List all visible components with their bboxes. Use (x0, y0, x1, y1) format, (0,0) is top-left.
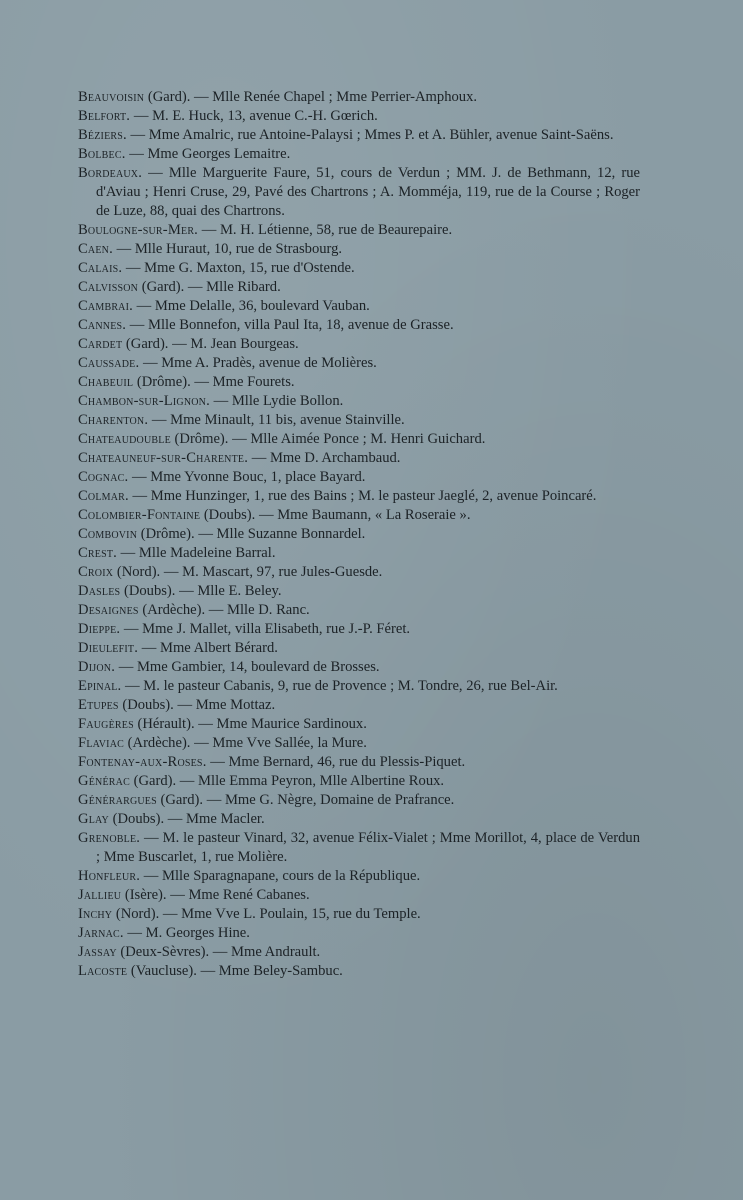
entry-text: — Mme D. Archambaud. (248, 450, 401, 466)
list-item (78, 620, 640, 639)
place-name: Béziers. (78, 127, 127, 143)
place-name: Boulogne-sur-Mer. (78, 222, 199, 238)
place-name: Caen. (78, 241, 113, 257)
list-item (78, 145, 640, 164)
entry-text: (Ardèche). — Mlle D. Ranc. (138, 602, 310, 618)
list-item (78, 677, 640, 696)
list-item (78, 316, 640, 335)
place-name: Glay (78, 811, 109, 827)
place-name: Flaviac (78, 735, 125, 751)
entry-text: (Doubs). — Mlle E. Beley. (120, 583, 282, 599)
list-item (78, 240, 640, 259)
entry-text: — Mlle Lydie Bollon. (209, 393, 344, 409)
entry-text: — M. Georges Hine. (123, 925, 250, 941)
place-name: Calvisson (78, 279, 139, 295)
entry-text: (Drôme). — Mlle Aimée Ponce ; M. Henri Guichard. (170, 431, 486, 447)
place-name: Dieulefit. (78, 640, 139, 656)
entry-text: (Drôme). — Mlle Suzanne Bonnardel. (137, 526, 366, 542)
list-item (78, 430, 640, 449)
place-name: Honfleur. (78, 868, 141, 884)
place-name: Beauvoisin (78, 89, 145, 105)
entry-text: — Mme Amalric, rue Antoine-Palaysi ; Mmes P. et A. Bühler, avenue Saint-Saëns. (126, 127, 614, 143)
list-item (78, 658, 640, 677)
address-list (78, 88, 640, 981)
list-item (78, 943, 640, 962)
place-name: Cannes. (78, 317, 127, 333)
list-item (78, 297, 640, 316)
place-name: Cognac. (78, 469, 129, 485)
place-name: Crest. (78, 545, 118, 561)
entry-text: — Mme Minault, 11 bis, avenue Stainville. (148, 412, 405, 428)
place-name: Dijon. (78, 659, 116, 675)
place-name: Jassay (78, 944, 117, 960)
entry-text: — Mme Georges Lemaitre. (125, 146, 291, 162)
entry-text: — Mme G. Maxton, 15, rue d'Ostende. (122, 260, 355, 276)
place-name: Dieppe. (78, 621, 121, 637)
list-item (78, 753, 640, 772)
list-item (78, 354, 640, 373)
list-item (78, 962, 640, 981)
place-name: Belfort. (78, 108, 131, 124)
entry-text: — Mme Bernard, 46, rue du Plessis-Piquet. (206, 754, 466, 770)
place-name: Calais. (78, 260, 123, 276)
list-item (78, 335, 640, 354)
entry-text: — M. H. Létienne, 58, rue de Beaurepaire. (198, 222, 453, 238)
entry-text: — Mlle Marguerite Faure, 51, cours de Verdun ; MM. J. de Bethmann, 12, rue d'Aviau ; Henri Cruse, 29, Pavé des Chartrons ; A. Momméja, 119, rue de la Course ; Roger de Luze, 88, quai des Chartrons. (96, 165, 640, 219)
list-item (78, 829, 640, 867)
entry-text: (Gard). — Mlle Emma Peyron, Mlle Albertine Roux. (129, 773, 445, 789)
list-item (78, 449, 640, 468)
entry-text: — Mme Gambier, 14, boulevard de Brosses. (115, 659, 380, 675)
entry-text: (Gard). — M. Jean Bourgeas. (122, 336, 299, 352)
list-item (78, 867, 640, 886)
list-item (78, 506, 640, 525)
entry-text: (Drôme). — Mme Fourets. (133, 374, 295, 390)
entry-text: (Nord). — M. Mascart, 97, rue Jules-Guesde. (113, 564, 383, 580)
entry-text: (Hérault). — Mme Maurice Sardinoux. (133, 716, 367, 732)
place-name: Cambrai. (78, 298, 133, 314)
list-item (78, 696, 640, 715)
place-name: Croix (78, 564, 114, 580)
list-item (78, 126, 640, 145)
place-name: Colmar. (78, 488, 129, 504)
place-name: Inchy (78, 906, 113, 922)
list-item (78, 392, 640, 411)
entry-text: (Isère). — Mme René Cabanes. (121, 887, 310, 903)
place-name: Dasles (78, 583, 121, 599)
entry-text: (Nord). — Mme Vve L. Poulain, 15, rue du Temple. (112, 906, 421, 922)
place-name: Caussade. (78, 355, 140, 371)
place-name: Chateaudouble (78, 431, 171, 447)
entry-text: (Vaucluse). — Mme Beley-Sambuc. (127, 963, 343, 979)
entry-text: (Gard). — Mlle Ribard. (138, 279, 281, 295)
list-item (78, 924, 640, 943)
list-item (78, 563, 640, 582)
place-name: Faugères (78, 716, 134, 732)
place-name: Jarnac. (78, 925, 124, 941)
entry-text: (Ardèche). — Mme Vve Sallée, la Mure. (124, 735, 367, 751)
entry-text: (Doubs). — Mme Baumann, « La Roseraie ». (200, 507, 471, 523)
list-item (78, 810, 640, 829)
entry-text: (Doubs). — Mme Macler. (108, 811, 265, 827)
entry-text: (Deux-Sèvres). — Mme Andrault. (116, 944, 321, 960)
entry-text: — Mme Hunzinger, 1, rue des Bains ; M. le pasteur Jaeglé, 2, avenue Poincaré. (128, 488, 597, 504)
entry-text: (Doubs). — Mme Mottaz. (118, 697, 276, 713)
place-name: Chateauneuf-sur-Charente. (78, 450, 249, 466)
place-name: Etupes (78, 697, 119, 713)
entry-text: — Mme Delalle, 36, boulevard Vauban. (133, 298, 370, 314)
place-name: Epinal. (78, 678, 122, 694)
list-item (78, 487, 640, 506)
place-name: Fontenay-aux-Roses. (78, 754, 207, 770)
list-item (78, 164, 640, 221)
entry-text: — M. le pasteur Cabanis, 9, rue de Provence ; M. Tondre, 26, rue Bel-Air. (121, 678, 558, 694)
place-name: Jallieu (78, 887, 122, 903)
place-name: Cardet (78, 336, 123, 352)
entry-text: — Mlle Huraut, 10, rue de Strasbourg. (112, 241, 343, 257)
list-item (78, 373, 640, 392)
entry-text: — Mlle Bonnefon, villa Paul Ita, 18, avenue de Grasse. (126, 317, 454, 333)
place-name: Générac (78, 773, 130, 789)
list-item (78, 886, 640, 905)
place-name: Bolbec. (78, 146, 126, 162)
list-item (78, 734, 640, 753)
list-item (78, 107, 640, 126)
place-name: Générargues (78, 792, 157, 808)
entry-text: — Mme Albert Bérard. (138, 640, 278, 656)
entry-text: (Gard). — Mlle Renée Chapel ; Mme Perrier-Amphoux. (144, 89, 478, 105)
entry-text: — Mlle Madeleine Barral. (117, 545, 276, 561)
list-item (78, 411, 640, 430)
place-name: Charenton. (78, 412, 149, 428)
list-item (78, 544, 640, 563)
place-name: Lacoste (78, 963, 128, 979)
list-item (78, 905, 640, 924)
list-item (78, 278, 640, 297)
place-name: Grenoble. (78, 830, 141, 846)
entry-text: — Mme J. Mallet, villa Elisabeth, rue J.-P. Féret. (120, 621, 411, 637)
list-item (78, 772, 640, 791)
list-item (78, 791, 640, 810)
list-item (78, 582, 640, 601)
place-name: Desaignes (78, 602, 139, 618)
list-item (78, 715, 640, 734)
list-item (78, 88, 640, 107)
list-item (78, 468, 640, 487)
list-item (78, 601, 640, 620)
place-name: Chabeuil (78, 374, 134, 390)
list-item (78, 639, 640, 658)
entry-text: — Mlle Sparagnapane, cours de la République. (140, 868, 421, 884)
entry-text: (Gard). — Mme G. Nègre, Domaine de Prafrance. (156, 792, 455, 808)
list-item (78, 259, 640, 278)
list-item (78, 221, 640, 240)
place-name: Bordeaux. (78, 165, 143, 181)
entry-text: — Mme Yvonne Bouc, 1, place Bayard. (128, 469, 366, 485)
entry-text: — Mme A. Pradès, avenue de Molières. (139, 355, 377, 371)
entry-text: — M. E. Huck, 13, avenue C.-H. Gœrich. (130, 108, 378, 124)
place-name: Colombier-Fontaine (78, 507, 201, 523)
list-item (78, 525, 640, 544)
place-name: Chambon-sur-Lignon. (78, 393, 210, 409)
place-name: Combovin (78, 526, 138, 542)
entry-text: — M. le pasteur Vinard, 32, avenue Félix-Vialet ; Mme Morillot, 4, place de Verdun ; Mme Buscarlet, 1, rue Molière. (96, 830, 640, 865)
